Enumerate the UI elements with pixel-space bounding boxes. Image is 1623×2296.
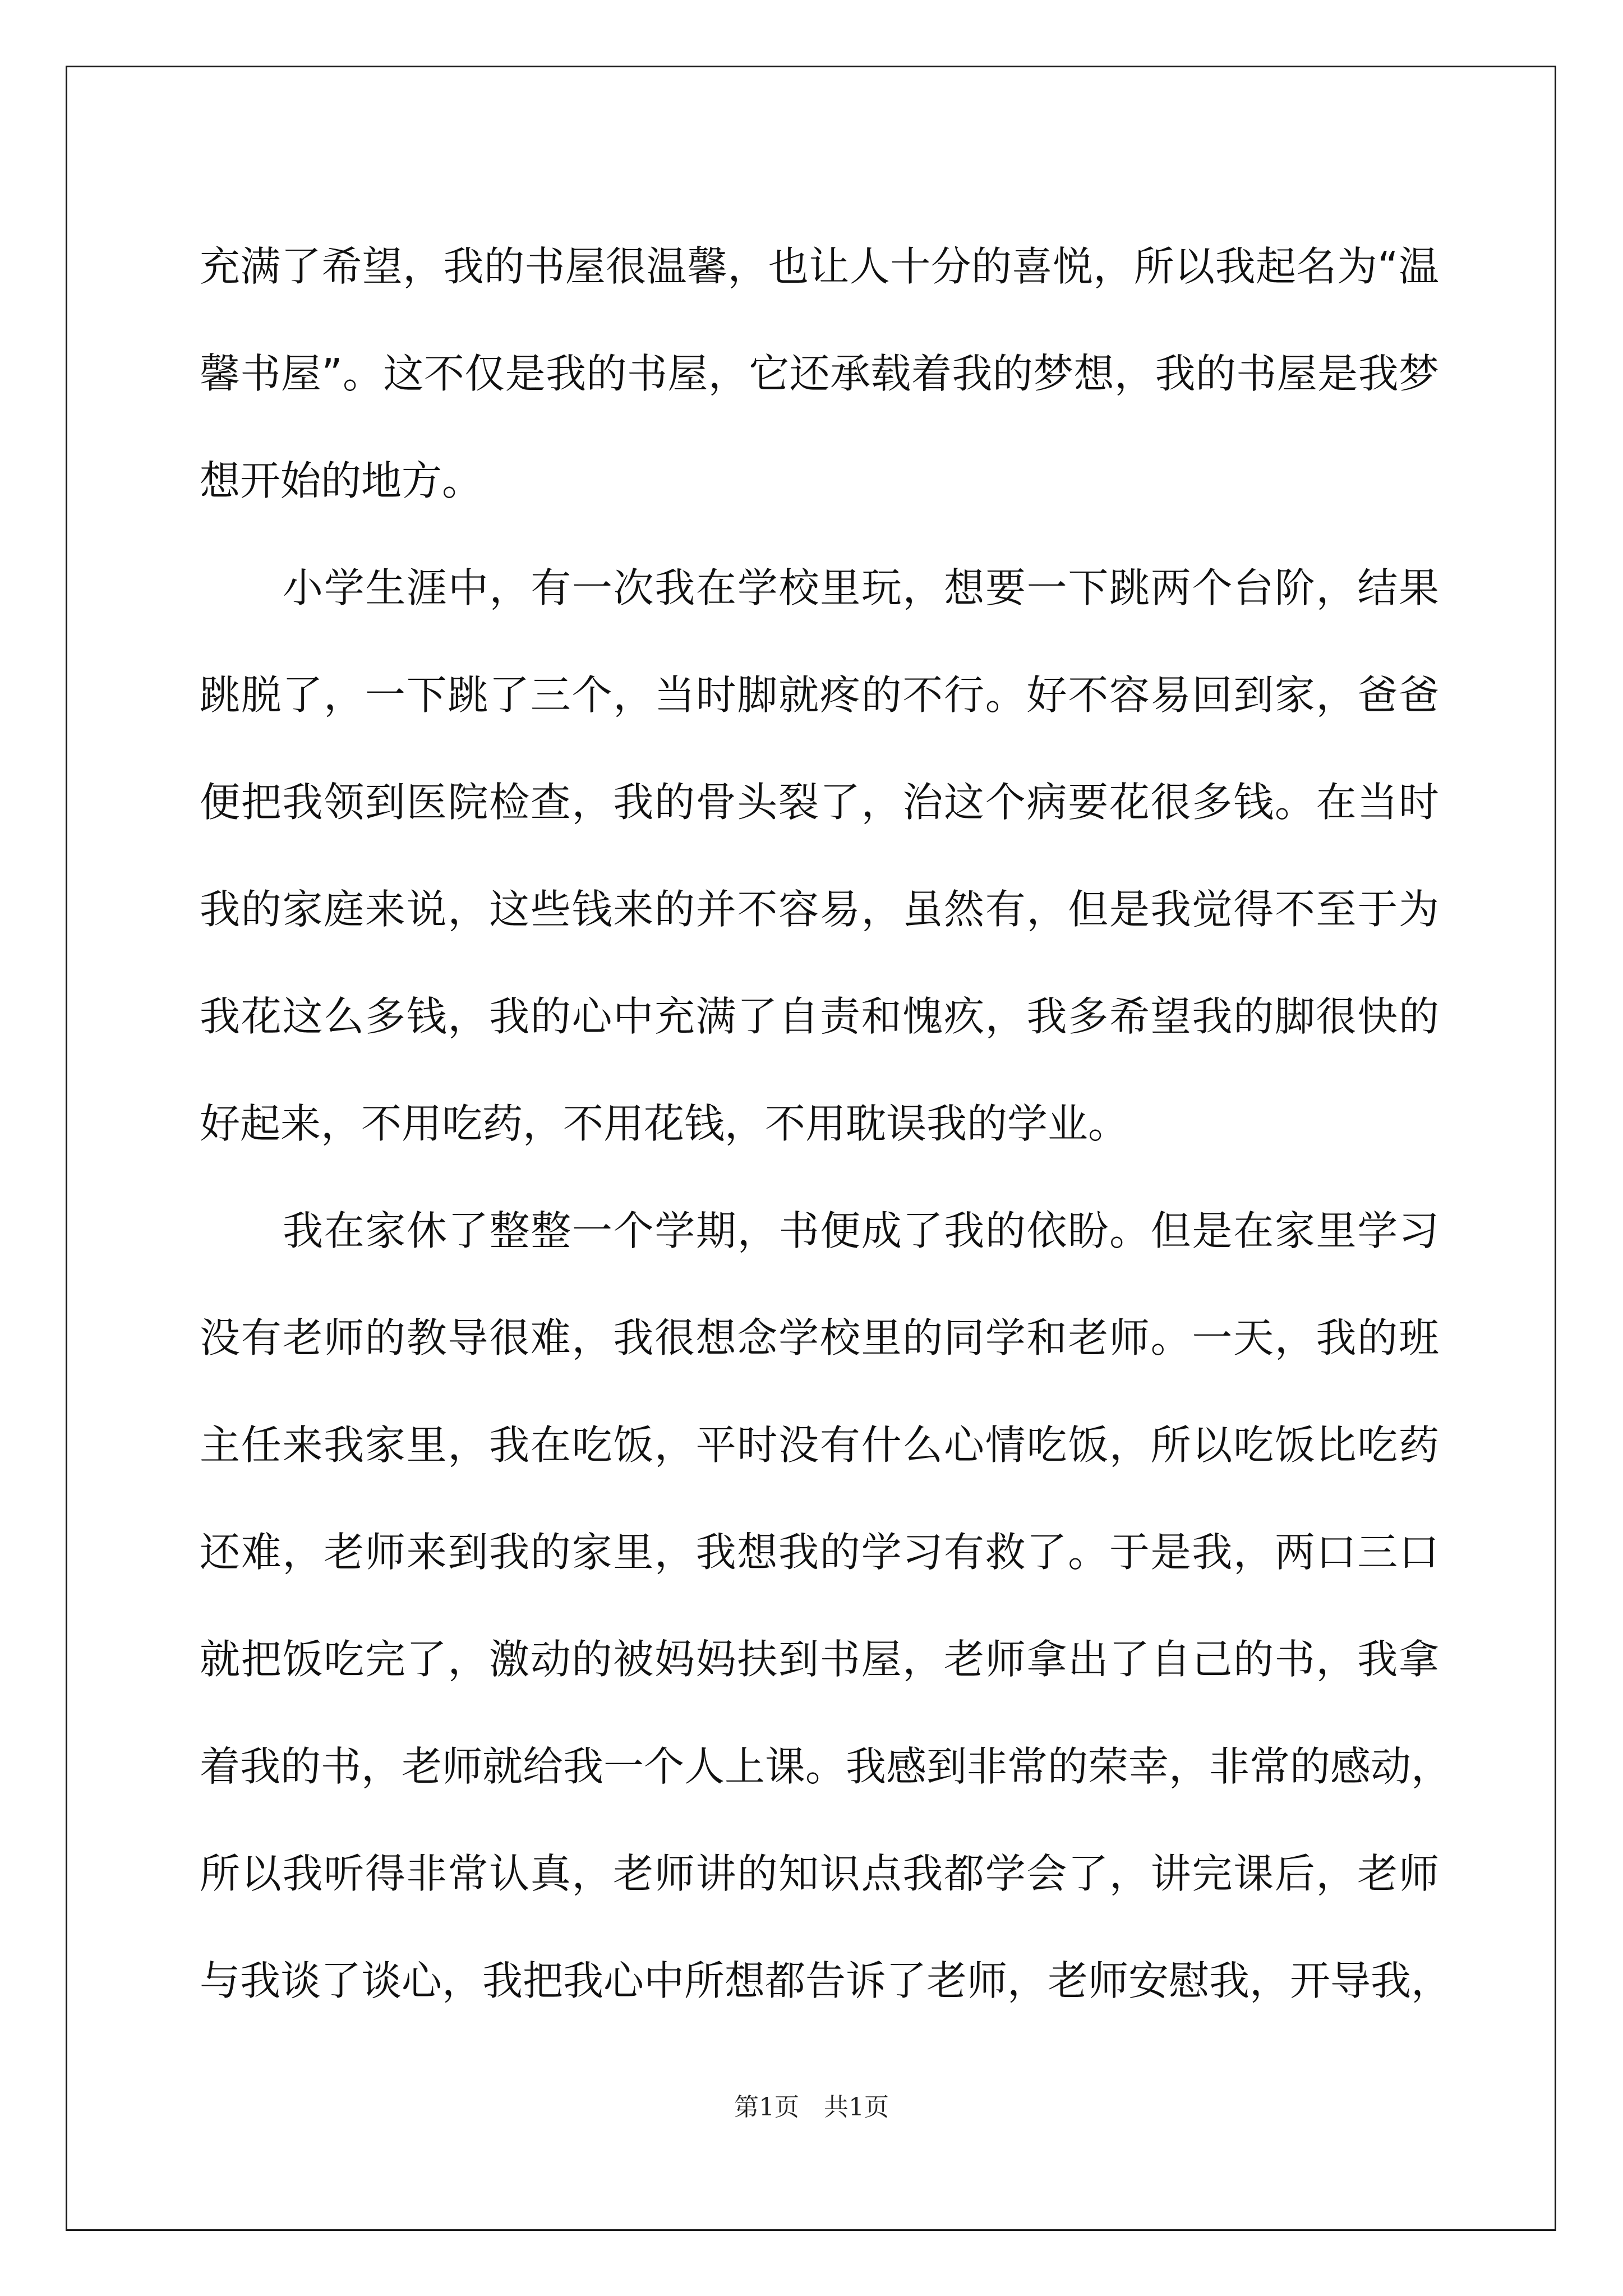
text-line: 好起来，不用吃药，不用花钱，不用耽误我的学业。 bbox=[200, 1100, 1129, 1147]
text-line: 还难，老师来到我的家里，我想我的学习有救了。于是我，两口三口 bbox=[200, 1529, 1439, 1576]
text-line: 主任来我家里，我在吃饭，平时没有什么心情吃饭，所以吃饭比吃药 bbox=[200, 1421, 1439, 1469]
text-line: 就把饭吃完了，激动的被妈妈扶到书屋，老师拿出了自己的书，我拿 bbox=[200, 1636, 1439, 1683]
text-line: 着我的书，老师就给我一个人上课。我感到非常的荣幸，非常的感动， bbox=[200, 1743, 1452, 1790]
text-line: 与我谈了谈心，我把我心中所想都告诉了老师，老师安慰我，开导我， bbox=[200, 1957, 1452, 2004]
text-line: 我的家庭来说，这些钱来的并不容易，虽然有，但是我觉得不至于为 bbox=[200, 886, 1439, 933]
text-line: 没有老师的教导很难，我很想念学校里的同学和老师。一天，我的班 bbox=[200, 1314, 1439, 1361]
text-line: 小学生涯中，有一次我在学校里玩，想要一下跳两个台阶，结果 bbox=[283, 564, 1439, 611]
document-body bbox=[200, 213, 1452, 2035]
text-line: 我在家休了整整一个学期，书便成了我的依盼。但是在家里学习 bbox=[283, 1207, 1439, 1254]
text-line: 便把我领到医院检查，我的骨头裂了，治这个病要花很多钱。在当时 bbox=[200, 779, 1439, 826]
page-number: 第1页 共1页 bbox=[734, 2093, 889, 2122]
text-line: 我花这么多钱，我的心中充满了自责和愧疚，我多希望我的脚很快的 bbox=[200, 993, 1439, 1040]
text-line: 跳脱了，一下跳了三个，当时脚就疼的不行。好不容易回到家，爸爸 bbox=[200, 671, 1439, 719]
text-line: 馨书屋”。这不仅是我的书屋，它还承载着我的梦想，我的书屋是我梦 bbox=[200, 350, 1439, 397]
text-line: 想开始的地方。 bbox=[200, 457, 483, 504]
text-line: 充满了希望，我的书屋很温馨，也让人十分的喜悦，所以我起名为“温 bbox=[200, 243, 1439, 290]
text-line: 所以我听得非常认真，老师讲的知识点我都学会了，讲完课后，老师 bbox=[200, 1850, 1439, 1897]
